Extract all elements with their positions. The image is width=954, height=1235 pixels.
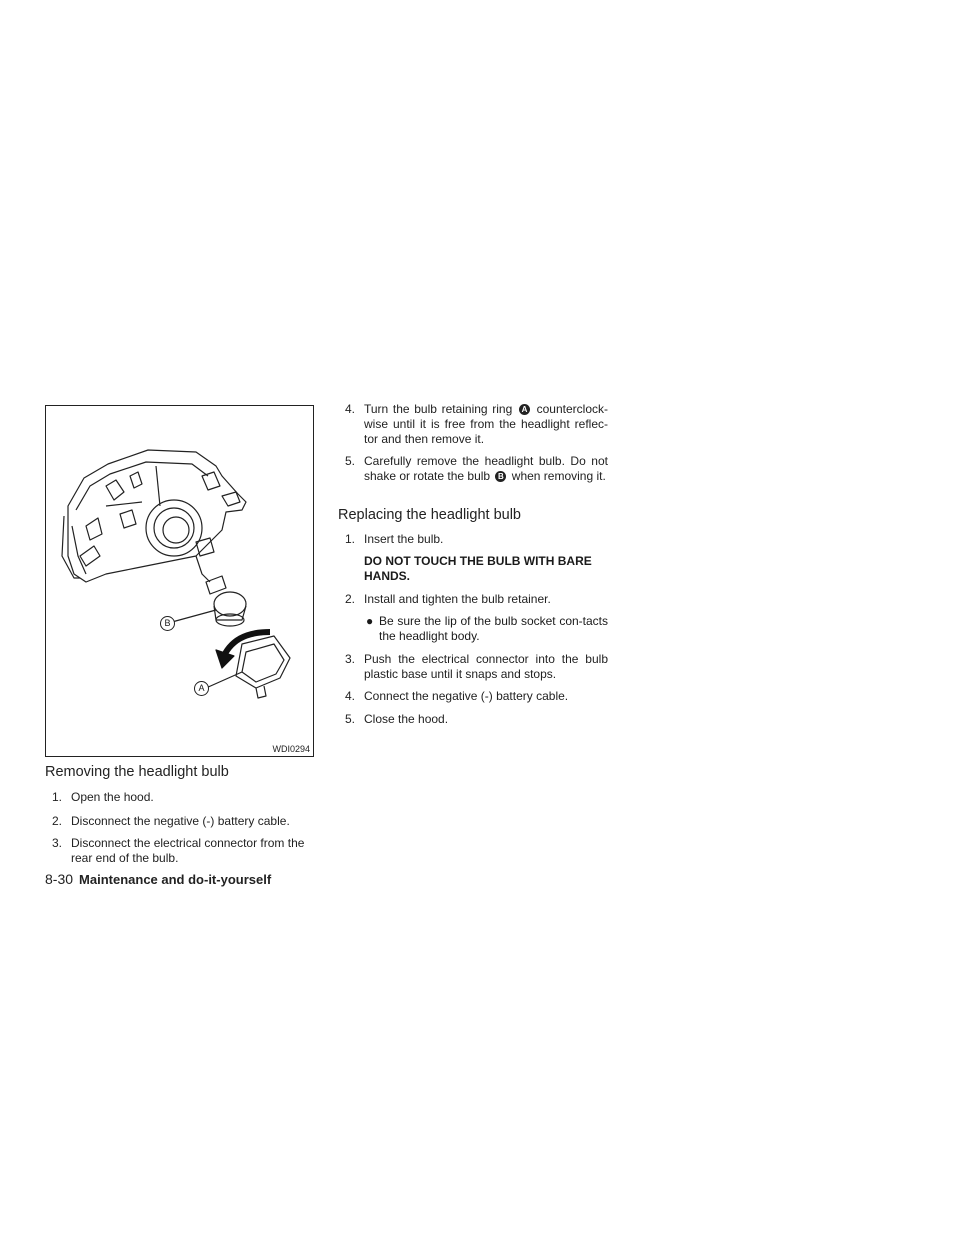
list-item: [45, 814, 317, 829]
replacing-steps-3: [338, 652, 608, 727]
page-footer: [45, 871, 271, 887]
step-text: Carefully remove the headlight bulb. Do not shake or rotate the bulb: [364, 454, 608, 483]
list-item: [338, 402, 608, 447]
bullet-icon: ●: [366, 614, 374, 628]
replacing-steps: [338, 532, 608, 547]
page-number: 8-30: [45, 871, 74, 887]
headlight-illustration: [46, 406, 313, 756]
replacing-section: [338, 532, 608, 734]
list-item: [338, 532, 608, 547]
step-number: 4.: [345, 402, 356, 416]
step-number: 3.: [52, 836, 63, 850]
step-text: Push the electrical connector into the bulb plastic base until it snaps and stops.: [364, 652, 608, 681]
list-item: [45, 790, 317, 805]
headlight-figure: [45, 405, 314, 757]
step-text: Turn the bulb retaining ring: [364, 402, 513, 416]
step-text: Install and tighten the bulb retainer.: [364, 592, 551, 606]
bullet-text: Be sure the lip of the bulb socket con-tacts the headlight body.: [379, 614, 608, 643]
warning-text: DO NOT TOUCH THE BULB WITH BARE HANDS.: [364, 554, 592, 583]
removing-heading: Removing the headlight bulb: [45, 764, 229, 780]
step-text: Connect the negative (-) battery cable.: [364, 689, 569, 703]
step-number: 1.: [52, 790, 63, 804]
step-text: counterclock-wise until it is free from the headlight reflec-tor and then remove it.: [364, 402, 608, 446]
step-number: 2.: [52, 814, 63, 828]
step-number: 2.: [345, 592, 356, 606]
step-number: 1.: [345, 532, 356, 546]
bullet-note: [338, 614, 608, 644]
replacing-heading: Replacing the headlight bulb: [338, 507, 521, 523]
callout-a: A: [194, 681, 209, 696]
list-item: [338, 689, 608, 704]
list-item: [338, 652, 608, 682]
step-text: Insert the bulb.: [364, 532, 444, 546]
step-text: when removing it.: [511, 469, 606, 483]
section-title: Maintenance and do-it-yourself: [79, 872, 272, 887]
step-number: 5.: [345, 712, 356, 726]
list-item: [45, 836, 317, 866]
callout-b: B: [160, 616, 175, 631]
removing-steps-continued: [338, 402, 608, 491]
list-item: [338, 592, 608, 607]
step-number: 4.: [345, 689, 356, 703]
callout-b-icon: B: [495, 471, 506, 482]
step-text: Open the hood.: [71, 790, 154, 804]
step-number: 3.: [345, 652, 356, 666]
step-text: Close the hood.: [364, 712, 449, 726]
step-text: Disconnect the negative (-) battery cable.: [71, 814, 290, 828]
replacing-steps-2: [338, 592, 608, 607]
callout-a-icon: A: [519, 404, 530, 415]
list-item: [338, 454, 608, 484]
step-number: 5.: [345, 454, 356, 468]
removing-steps: [45, 790, 317, 873]
figure-code: WDI0294: [272, 744, 310, 754]
list-item: [338, 712, 608, 727]
step-text: Disconnect the electrical connector from the rear end of the bulb.: [71, 836, 305, 865]
